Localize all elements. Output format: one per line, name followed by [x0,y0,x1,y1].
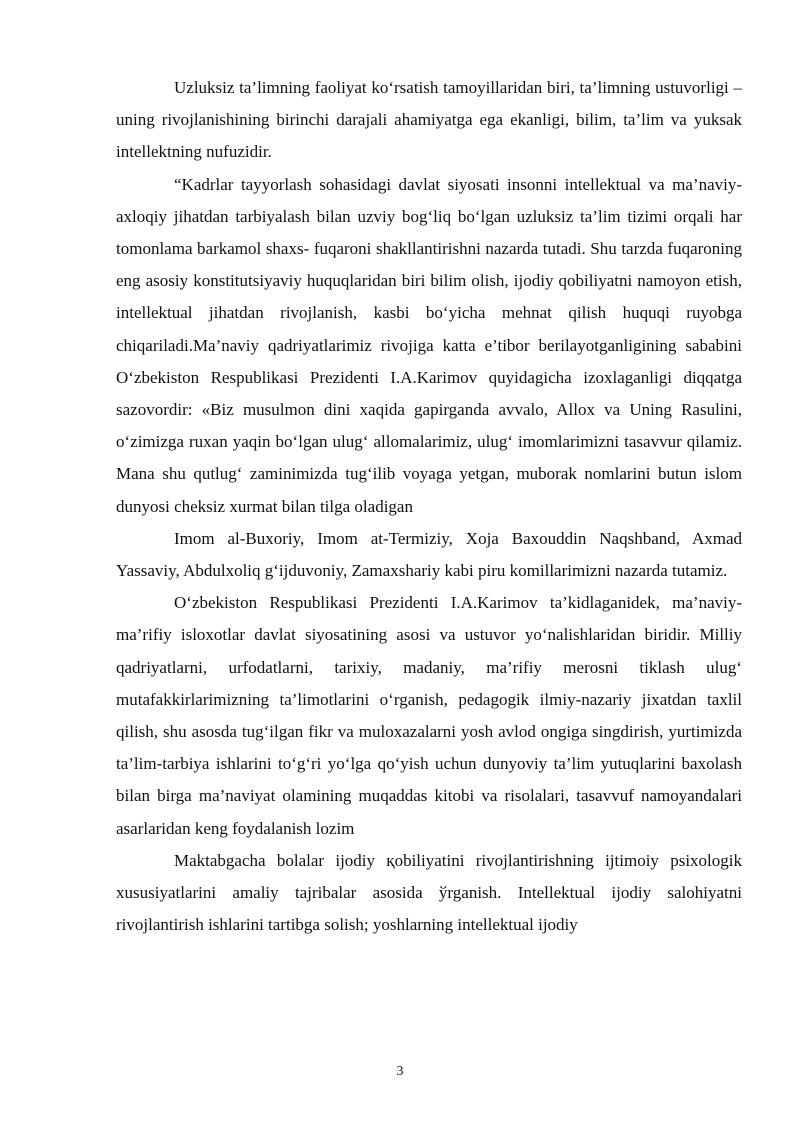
paragraph-3: Imom al-Buxoriy, Imom at-Termiziy, Xoja Baxouddin Naqshband, Axmad Yassaviy, Abdulxoliq g‘ijduvoniy, Zamaxshariy kabi piru komillarimizni nazarda tutamiz. [116,528,742,581]
paragraph-1: Uzluksiz ta’limning faoliyat ko‘rsatish tamoyillaridan biri, ta’limning ustuvorligi – uning rivojlanishining birinchi darajali ahamiyatga ega ekanligi, bilim, ta’lim va yuksak intellektning nufuzidir. [116,78,742,162]
paragraph-2: “Kadrlar tayyorlash sohasidagi davlat siyosati insonni intellektual va ma’naviy-axloqiy jihatdan tarbiyalash bilan uzviy bog‘liq bo‘lgan uzluksiz ta’lim tizimi orqali har tomonlama barkamol shaxs- fuqaroni shakllantirishni nazarda tutadi. Shu tarzda fuqaroning eng asosiy konstitutsiyaviy huquqlaridan biri bilim olish, ijodiy qobiliyatni namoyon etish, intellektual jihatdan rivojlanish, kasbi bo‘yicha mehnat qilish huquqi ruyobga chiqariladi.Ma’naviy qadriyatlarimiz rivojiga katta e’tibor berilayotganligining sababini O‘zbekiston Respublikasi Prezidenti I.A.Karimov quyidagicha izoxlaganligi diqqatga sazovordir: «Biz musulmon dini xaqida gapirganda avvalo, Allox va Uning Rasulini, o‘zimizga ruxan yaqin bo‘lgan ulug‘ allomalarimiz, ulug‘ imomlarimizni tasavvur qilamiz. Mana shu qutlug‘ zaminimizda tug‘ilib voyaga yetgan, muborak nomlarini butun islom dunyosi cheksiz xurmat bilan tilga oladigan [116,174,742,516]
paragraph-4: O‘zbekiston Respublikasi Prezidenti I.A.Karimov ta’kidlaganidek, ma’naviy-ma’rifiy isloxotlar davlat siyosatining asosi va ustuvor yo‘nalishlaridan biridir. Milliy qadriyatlarni, urfodatlarni, tarixiy, madaniy, ma’rifiy merosni tiklash ulug‘ mutafakkirlarimizning ta’limotlarini o‘rganish, pedagogik ilmiy-nazariy jixatdan taxlil qilish, shu asosda tug‘ilgan fikr va muloxazalarni yosh avlod ongiga singdirish, yurtimizda ta’lim-tarbiya ishlarini to‘g‘ri yo‘lga qo‘yish uchun dunyoviy ta’lim yutuqlarini baxolash bilan birga ma’naviyat olamining muqaddas kitobi va risolalari, tasavvuf namoyandalari asarlaridan keng foydalanish lozim [116,593,742,838]
paragraph-5: Maktabgacha bolalar ijodiy қobiliyatini rivojlantirishning ijtimoiy psixologik xususiyatlarini amaliy tajribalar asosida ўrganish. Intellektual ijodiy salohiyatni rivojlantirish ishlarini tartibga solish; yoshlarning intellektual ijodiy [116,850,742,935]
page-number: 3 [396,1064,404,1079]
